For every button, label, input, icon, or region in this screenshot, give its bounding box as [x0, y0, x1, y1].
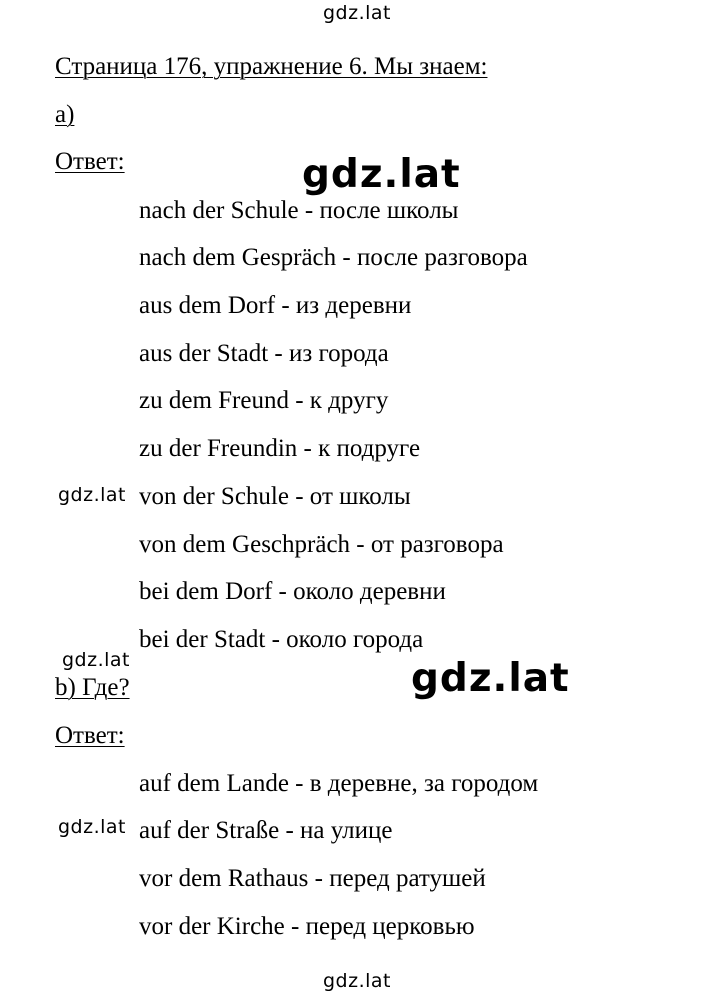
part-b-answer-label: Ответ: — [55, 722, 125, 749]
list-item: zu dem Freund - к другу — [139, 387, 389, 414]
list-item: aus der Stadt - из города — [139, 340, 389, 367]
list-item: vor der Kirche - перед церковью — [139, 913, 475, 940]
list-item: auf dem Lande - в деревне, за городом — [139, 770, 539, 797]
list-item: bei dem Dorf - около деревни — [139, 578, 446, 605]
list-item: nach dem Gespräch - после разговора — [139, 244, 528, 271]
part-a-answer-label: Ответ: — [55, 148, 125, 175]
watermark-left-b: gdz.lat — [62, 649, 131, 671]
watermark-large-lower: gdz.lat — [411, 656, 570, 701]
list-item: von der Schule - от школы — [139, 483, 411, 510]
page-heading: Страница 176, упражнение 6. Мы знаем: — [55, 53, 488, 80]
watermark-left-c: gdz.lat — [58, 816, 127, 838]
watermark-large-upper: gdz.lat — [302, 152, 461, 197]
list-item: bei der Stadt - около города — [139, 626, 424, 653]
list-item: vor dem Rathaus - перед ратушей — [139, 865, 486, 892]
list-item: nach der Schule - после школы — [139, 197, 459, 224]
part-b-label: b) Где? — [55, 674, 130, 701]
part-a-label: a) — [55, 101, 75, 128]
watermark-bottom: gdz.lat — [323, 970, 392, 992]
watermark-mid-left: gdz.lat — [58, 484, 127, 506]
list-item: von dem Geschpräch - от разговора — [139, 531, 504, 558]
list-item: auf der Straße - на улице — [139, 817, 393, 844]
list-item: aus dem Dorf - из деревни — [139, 292, 412, 319]
watermark-top: gdz.lat — [323, 2, 392, 24]
list-item: zu der Freundin - к подруге — [139, 435, 421, 462]
